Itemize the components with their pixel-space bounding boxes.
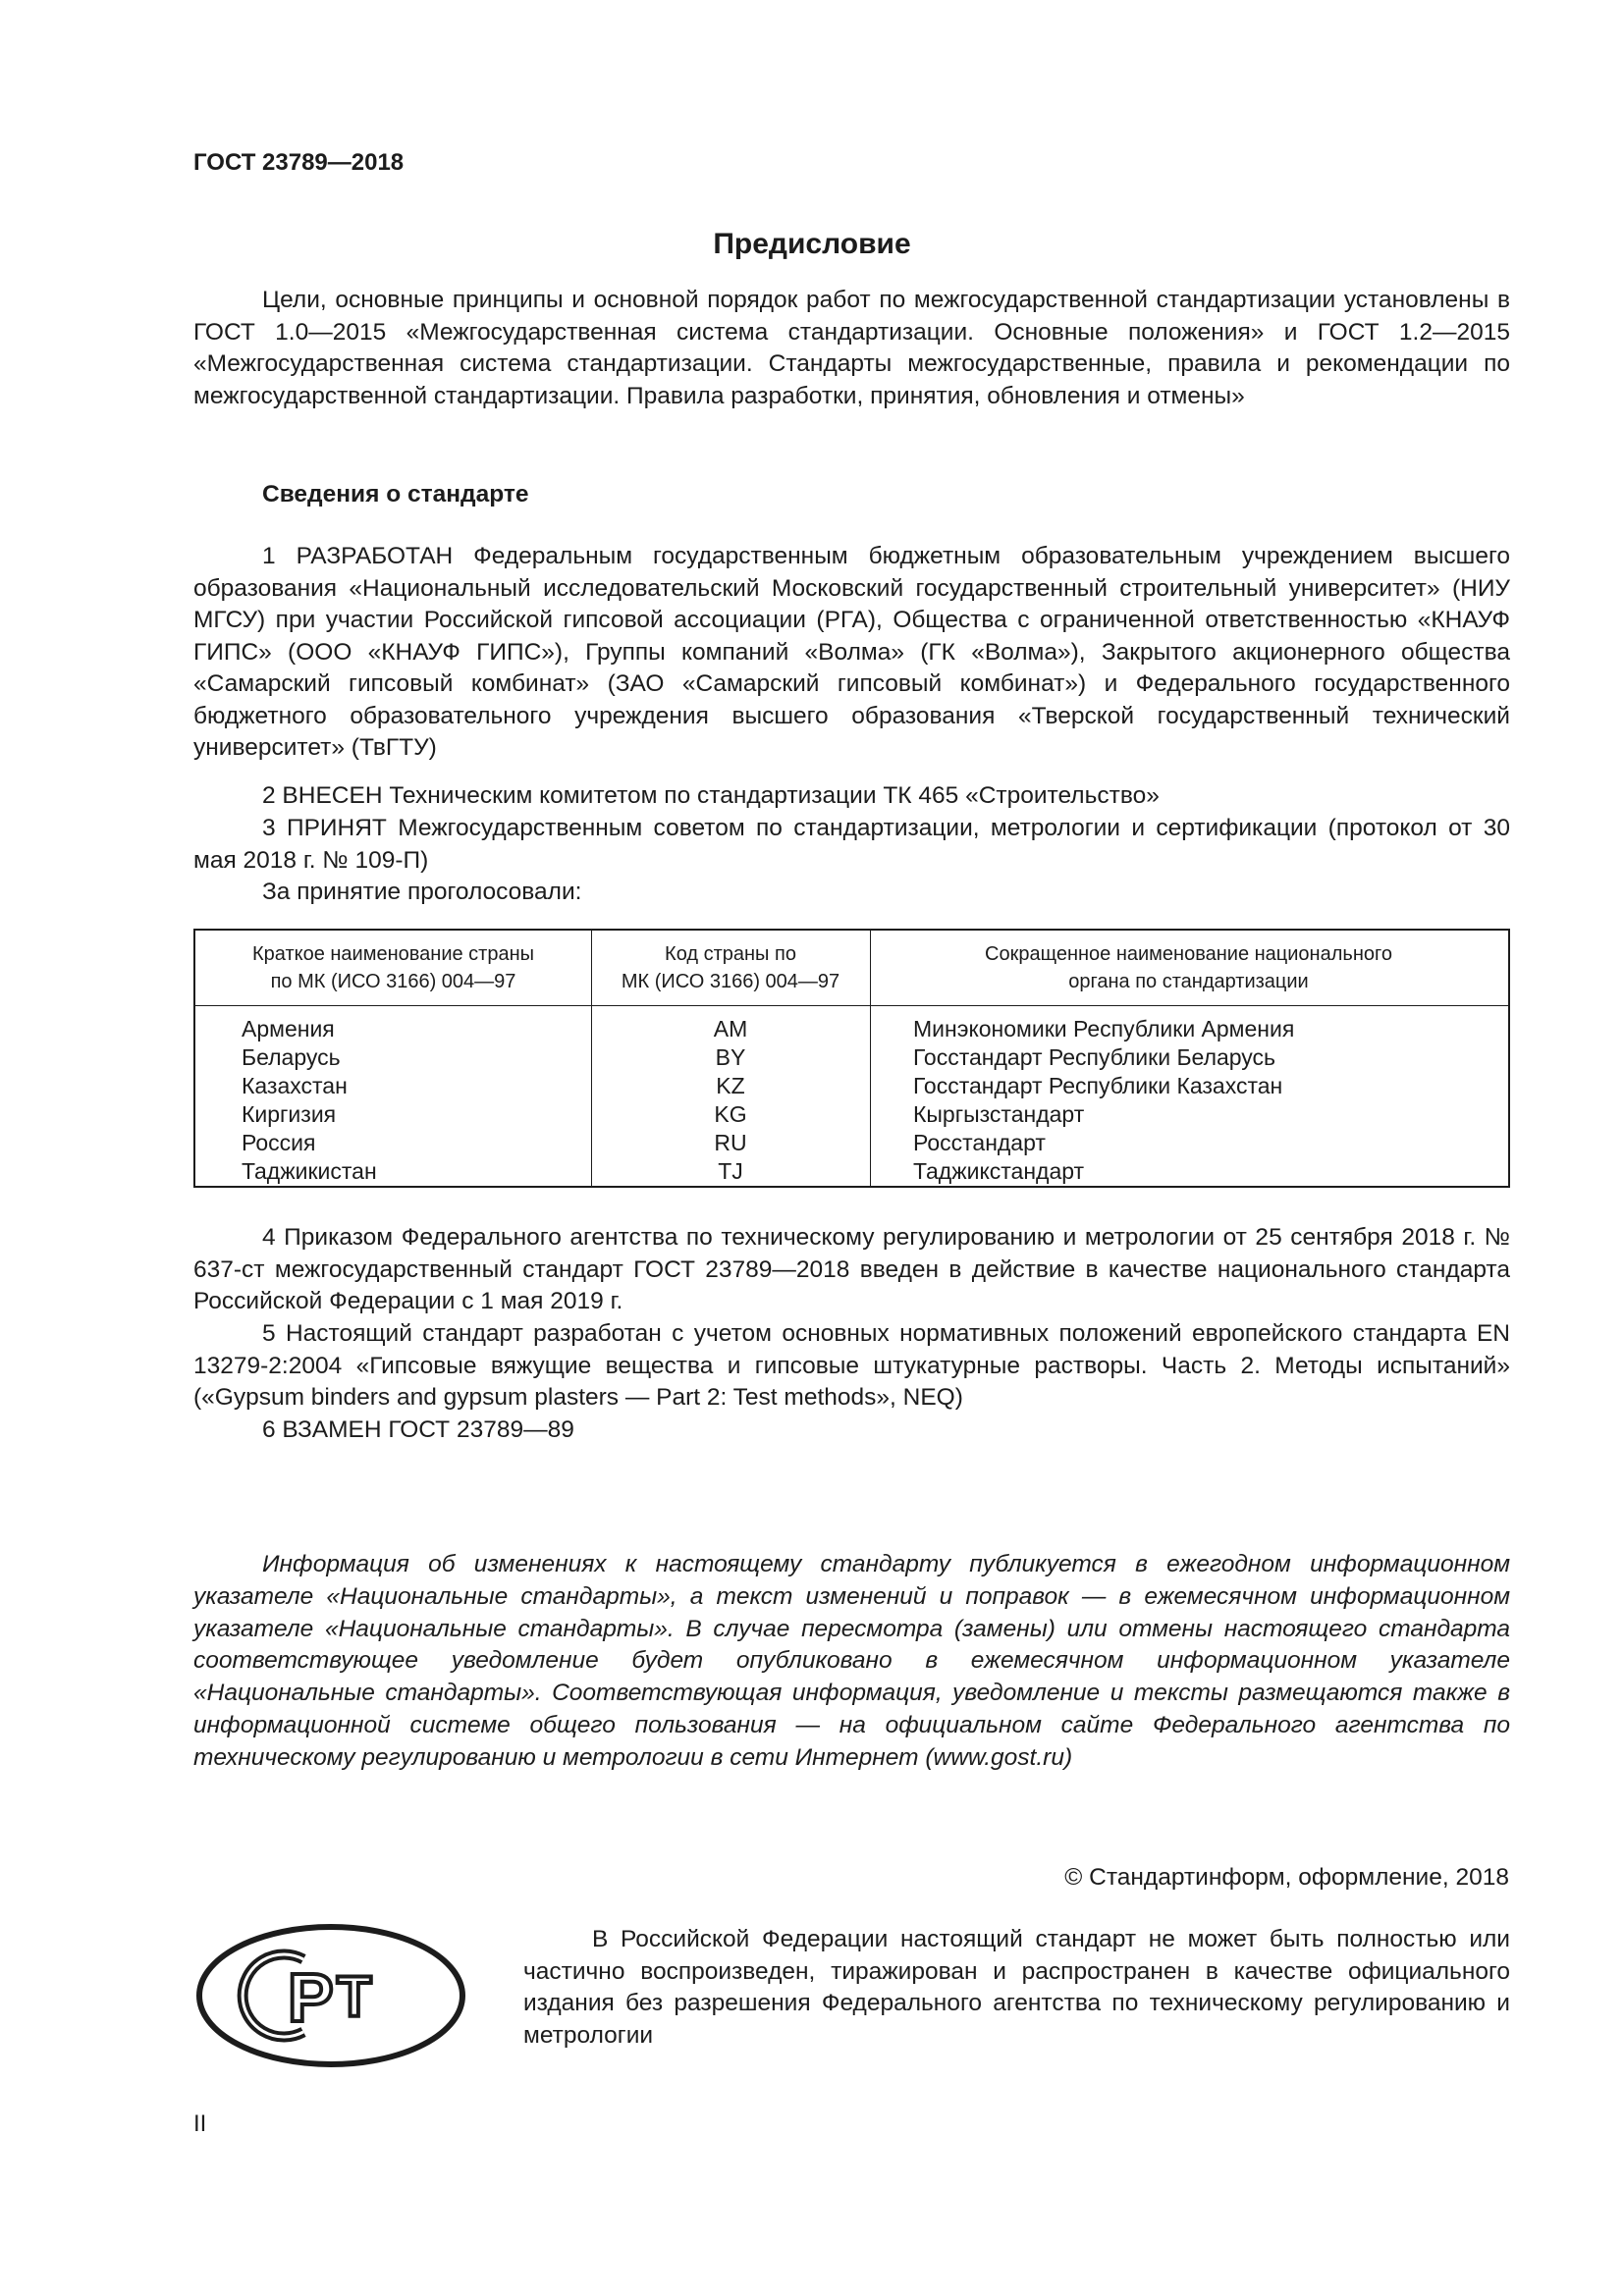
item-1-paragraph: 1 РАЗРАБОТАН Федеральным государственным бюджетным образовательным учреждением высшего образования «Национальный исследовательский Московский государственный строительный университет» (НИУ МГСУ) при участии Российской гипсовой ассоциации (РГА), Общества с ограниченной ответственностью «КНАУФ ГИПС» (ООО «КНАУФ ГИПС»), Группы компаний «Волма» (ГК «Волма»), Закрытого акционерного общества «Самарский гипсовый комбинат» (ЗАО «Самарский гипсовый комбинат») и Федерального государственного бюджетного образовательного учреждения высшего образования «Тверской государственный технический университет» (ТвГТУ) (193, 543, 1510, 761)
table-cell: Таджикистан (242, 1158, 377, 1184)
country-column (242, 1015, 377, 1186)
item-4-paragraph: 4 Приказом Федерального агентства по техническому регулированию и метрологии от 25 сентября 2018 г. № 637-ст межгосударственный стандарт ГОСТ 23789—2018 введен в действие в качестве национального стандарта Российской Федерации с 1 мая 2019 г. (193, 1224, 1510, 1314)
table-cell: TJ (718, 1158, 743, 1184)
table-cell: Кыргызстандарт (913, 1101, 1085, 1127)
rst-logo-icon (193, 1922, 468, 2069)
section-heading: Сведения о стандарте (262, 481, 529, 507)
table-cell: Таджикстандарт (913, 1158, 1085, 1184)
table-cell: Киргизия (242, 1101, 337, 1127)
table-cell: KZ (716, 1073, 745, 1098)
table-cell: KG (714, 1101, 747, 1127)
document-code: ГОСТ 23789—2018 (193, 149, 405, 176)
table-cell: Росстандарт (913, 1130, 1046, 1155)
item-6-paragraph: 6 ВЗАМЕН ГОСТ 23789—89 (262, 1416, 574, 1443)
item-2-paragraph: 2 ВНЕСЕН Техническим комитетом по стандартизации ТК 465 «Строительство» (262, 782, 1160, 809)
table-header-country: Краткое наименование страны по МК (ИСО 3166) 004—97 (251, 943, 535, 992)
item-5-paragraph: 5 Настоящий стандарт разработан с учетом основных нормативных положений европейского стандарта EN 13279-2:2004 «Гипсовые вяжущие вещества и гипсовые штукатурные растворы. Часть 2. Методы испытаний» («Gypsum binders and gypsum plasters — Part 2: Test methods», NEQ) (193, 1320, 1510, 1411)
table-cell: Беларусь (242, 1044, 341, 1070)
voted-label: За принятие проголосовали: (262, 879, 582, 905)
table-header-code: Код страны по МК (ИСО 3166) 004—97 (621, 943, 840, 992)
table-cell: Минэкономики Республики Армения (913, 1016, 1295, 1041)
table-header-body: Сокращенное наименование национального органа по стандартизации (985, 943, 1392, 992)
logo-letter-t: Т (337, 1965, 372, 2029)
rst-logo (193, 1922, 468, 2074)
table-cell: Казахстан (242, 1073, 348, 1098)
code-column (591, 1015, 870, 1186)
table-cell: Россия (242, 1130, 316, 1155)
logo-letter-r: Р (288, 1959, 334, 2036)
info-notice: Информация об изменениях к настоящему стандарту публикуется в ежегодном информационном указателе «Национальные стандарты», а текст изменений и поправок — в ежемесячном информационном указателе «Национальные стандарты». В случае пересмотра (замены) или отмены настоящего стандарта соответствующее уведомление будет опубликовано в ежемесячном информационном указателе «Национальные стандарты». Соответствующая информация, уведомление и тексты размещаются также в информационной системе общего пользования — на официальном сайте Федерального агентства по техническому регулированию и метрологии в сети Интернет (www.gost.ru) (193, 1551, 1510, 1771)
rights-notice: В Российской Федерации настоящий стандарт не может быть полностью или частично воспроизведен, тиражирован и распространен в качестве официального издания без разрешения Федерального агентства по техническому регулированию и метрологии (523, 1926, 1510, 2049)
page-number: II (193, 2110, 207, 2137)
table-cell: Госстандарт Республики Казахстан (913, 1073, 1283, 1098)
table-cell: AM (713, 1016, 748, 1041)
voting-table (193, 929, 1510, 1188)
body-column (913, 1015, 1294, 1186)
item-3-paragraph: 3 ПРИНЯТ Межгосударственным советом по стандартизации, метрологии и сертификации (протокол от 30 мая 2018 г. № 109-П) (193, 815, 1510, 874)
table-cell: BY (715, 1044, 746, 1070)
table-cell: RU (714, 1130, 747, 1155)
table-cell: Госстандарт Республики Беларусь (913, 1044, 1276, 1070)
page-title: Предисловие (713, 228, 911, 260)
table-header-rule (195, 1005, 1508, 1006)
intro-paragraph: Цели, основные принципы и основной порядок работ по межгосударственной стандартизации установлены в ГОСТ 1.0—2015 «Межгосударственная система стандартизации. Основные положения» и ГОСТ 1.2—2015 «Межгосударственная система стандартизации. Стандарты межгосударственные, правила и рекомендации по межгосударственной стандартизации. Правила разработки, принятия, обновления и отмены» (193, 287, 1510, 409)
copyright-line: © Стандартинформ, оформление, 2018 (1064, 1864, 1509, 1891)
table-cell: Армения (242, 1016, 335, 1041)
